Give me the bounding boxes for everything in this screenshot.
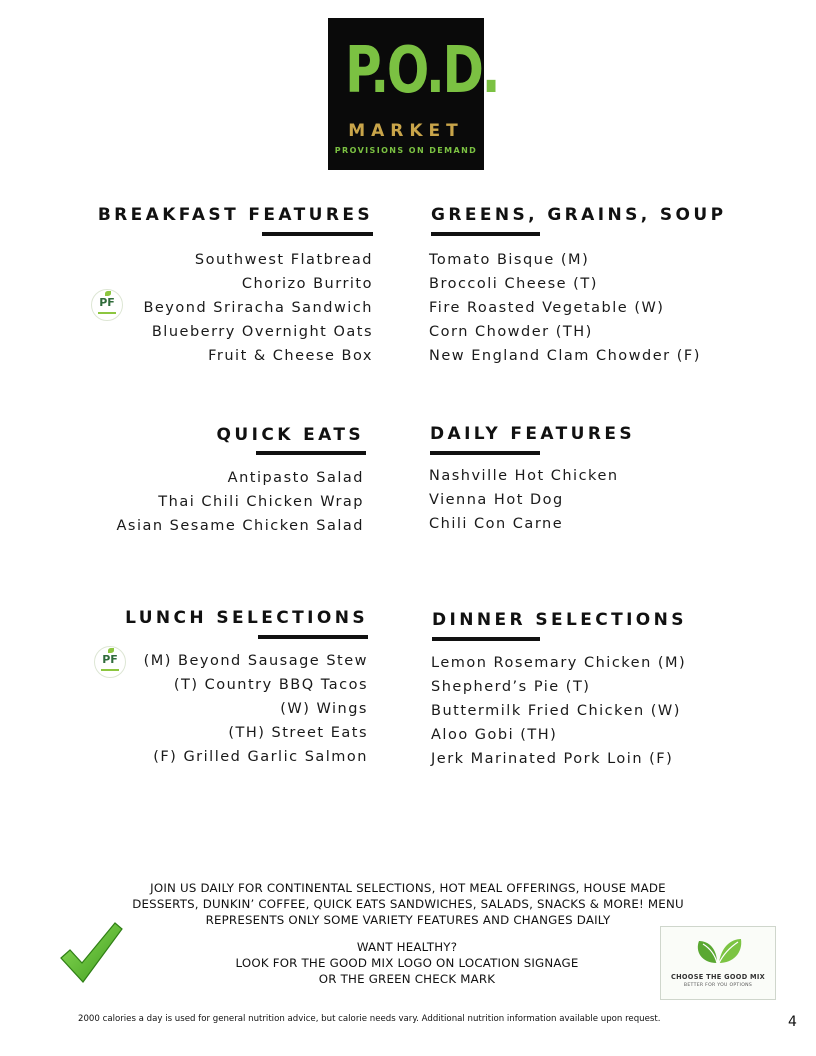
list-item: Lemon Rosemary Chicken (M) (431, 655, 687, 671)
list-item: Blueberry Overnight Oats (151, 324, 373, 340)
list-item: Aloo Gobi (TH) (431, 727, 558, 743)
list-item: (F) Grilled Garlic Salmon (153, 749, 368, 765)
daily-features-rule (430, 451, 540, 455)
logo-tagline: PROVISIONS ON DEMAND (334, 146, 478, 155)
footer-line: DESSERTS, DUNKIN’ COFFEE, QUICK EATS SANDWICHES, SALADS, SNACKS & MORE! MENU (132, 897, 684, 911)
footer-line: JOIN US DAILY FOR CONTINENTAL SELECTIONS, HOT MEAL OFFERINGS, HOUSE MADE (150, 881, 666, 895)
list-item: Broccoli Cheese (T) (429, 276, 598, 292)
footer-note (80, 880, 736, 928)
page-number: 4 (788, 1014, 797, 1030)
list-item: Chorizo Burrito (241, 276, 373, 292)
list-item: Vienna Hot Dog (429, 492, 564, 508)
leaves-icon (691, 933, 745, 969)
list-item: New England Clam Chowder (F) (429, 348, 701, 364)
lunch-heading: LUNCH SELECTIONS (125, 608, 368, 628)
good-mix-logo (660, 926, 776, 1000)
list-item: Antipasto Salad (227, 470, 364, 486)
daily-features-list (429, 464, 619, 536)
dinner-rule (432, 637, 540, 641)
greens-rule (431, 232, 540, 236)
quick-eats-list (116, 466, 364, 538)
list-item: Southwest Flatbread (194, 252, 373, 268)
footer-line: REPRESENTS ONLY SOME VARIETY FEATURES AND CHANGES DAILY (205, 913, 611, 927)
breakfast-heading: BREAKFAST FEATURES (97, 205, 373, 225)
list-item: Thai Chili Chicken Wrap (158, 494, 364, 510)
healthy-note (150, 939, 664, 987)
breakfast-list (143, 248, 373, 368)
list-item: Buttermilk Fried Chicken (W) (431, 703, 681, 719)
good-mix-title: CHOOSE THE GOOD MIX (670, 973, 766, 981)
greens-list (429, 248, 701, 368)
list-item: Fruit & Cheese Box (208, 348, 373, 364)
daily-features-heading: DAILY FEATURES (430, 424, 636, 444)
quick-eats-rule (256, 451, 366, 455)
list-item: (M) Beyond Sausage Stew (143, 653, 368, 669)
plant-forward-icon: PF (91, 289, 123, 321)
healthy-line: OR THE GREEN CHECK MARK (318, 972, 496, 986)
list-item: Jerk Marinated Pork Loin (F) (431, 751, 674, 767)
logo-title: P.O.D. (345, 34, 499, 108)
lunch-rule (258, 635, 368, 639)
list-item: (W) Wings (280, 701, 368, 717)
green-check-icon (58, 920, 124, 986)
nutrition-disclaimer: 2000 calories a day is used for general nutrition advice, but calorie needs vary. Additional nutrition information available upon request. (78, 1014, 661, 1024)
dinner-list (431, 651, 686, 771)
quick-eats-heading: QUICK EATS (216, 425, 364, 445)
breakfast-rule (262, 232, 373, 236)
lunch-list (144, 649, 368, 769)
good-mix-subtitle: BETTER FOR YOU OPTIONS (683, 983, 753, 988)
list-item: (T) Country BBQ Tacos (173, 677, 368, 693)
list-item: Asian Sesame Chicken Salad (116, 518, 364, 534)
greens-heading: GREENS, GRAINS, SOUP (431, 205, 727, 225)
logo-market: MARKET (348, 121, 464, 141)
list-item: Corn Chowder (TH) (429, 324, 593, 340)
healthy-line: LOOK FOR THE GOOD MIX LOGO ON LOCATION SIGNAGE (235, 956, 579, 970)
list-item: Chili Con Carne (429, 516, 564, 532)
list-item: Tomato Bisque (M) (429, 252, 590, 268)
plant-forward-icon: PF (94, 646, 126, 678)
list-item: Beyond Sriracha Sandwich (143, 300, 373, 316)
list-item: Nashville Hot Chicken (429, 468, 619, 484)
pod-market-logo (328, 18, 499, 170)
list-item: Shepherd’s Pie (T) (431, 679, 591, 695)
list-item: Fire Roasted Vegetable (W) (429, 300, 665, 316)
healthy-line: WANT HEALTHY? (356, 940, 458, 954)
dinner-heading: DINNER SELECTIONS (432, 610, 687, 630)
list-item: (TH) Street Eats (228, 725, 368, 741)
